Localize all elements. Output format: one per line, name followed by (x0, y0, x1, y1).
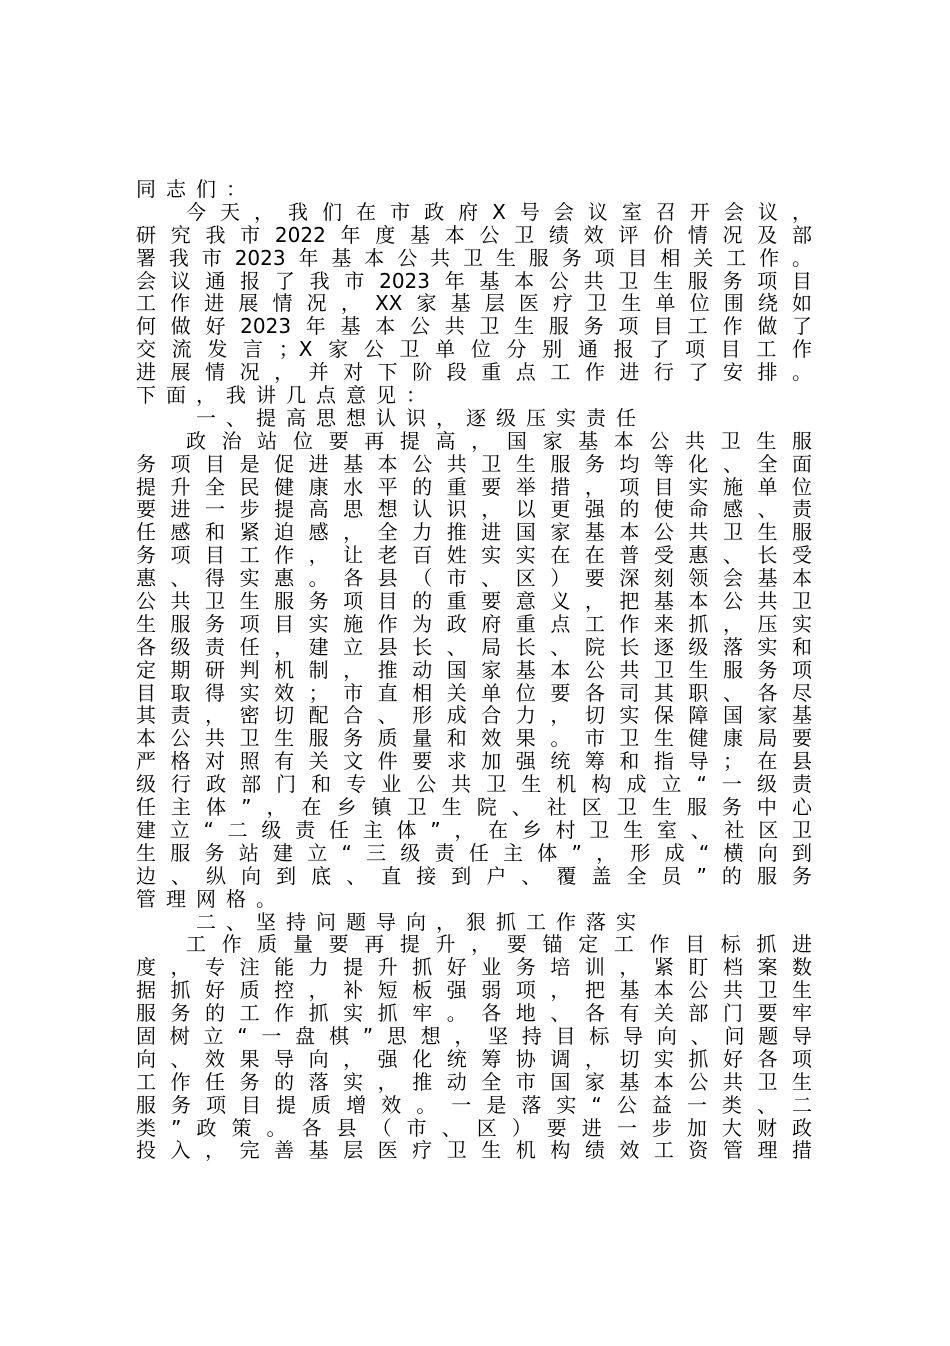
text-line: 严格对照有关文件要求加强统筹和指导；在县 (136, 750, 812, 774)
text-line: 任主体”，在乡镇卫生院、社区卫生服务中心 (136, 796, 812, 819)
text-line: 向、效果导向，强化统筹协调，切实抓好各项 (136, 1047, 812, 1071)
document-body (136, 178, 812, 1162)
text-line: 研究我市2022年度基本公卫绩效评价情况及部 (136, 223, 812, 247)
text-line: 管理网格。 (136, 887, 286, 911)
text-line: 类”政策。各县（市、区）要进一步加大财政 (136, 1116, 812, 1140)
text-line: 据抓好质控，补短板强弱项，把基本公共卫生 (136, 979, 812, 1003)
text-line: 投入，完善基层医疗卫生机构绩效工资管理措 (136, 1139, 812, 1163)
text-line: 固树立“一盘棋”思想，坚持目标导向、问题导 (136, 1024, 812, 1048)
text-line: 服务项目提质增效。一是落实“公益一类、二 (136, 1093, 812, 1117)
text-line: 政治站位要再提高，国家基本公共卫生服 (186, 429, 812, 453)
text-line: 进展情况，并对下阶段重点工作进行了安排。 (136, 361, 812, 385)
text-line: 服务的工作抓实抓牢。各地、各有关部门要牢 (136, 1002, 812, 1025)
text-line: 本公共卫生服务质量和效果。市卫生健康局要 (136, 727, 812, 751)
text-line: 要进一步提高思想认识，以更强的使命感、责 (136, 498, 812, 522)
text-line: 何做好2023年基本公共卫生服务项目工作做了 (136, 315, 812, 339)
text-line: 署我市2023年基本公共卫生服务项目相关工作。 (136, 246, 812, 270)
text-line: 交流发言；X家公卫单位分别通报了项目工作 (136, 338, 812, 362)
text-line: 边、纵向到底、直接到户、覆盖全员”的服务 (136, 864, 812, 888)
section-heading-1: 一、提高思想认识，逐级压实责任 (196, 406, 646, 430)
text-line: 级行政部门和专业公共卫生机构成立“一级责 (136, 773, 812, 797)
text-line: 定期研判机制，推动国家基本公共卫生服务项 (136, 658, 812, 682)
text-line: 会议通报了我市2023年基本公共卫生服务项目 (136, 269, 812, 293)
section-heading-2: 二、坚持问题导向，狠抓工作落实 (196, 910, 646, 934)
text-line: 建立“二级责任主体”，在乡村卫生室、社区卫 (136, 818, 812, 842)
text-line: 惠、得实惠。各县（市、区）要深刻领会基本 (136, 567, 812, 591)
text-line: 生服务项目实施作为政府重点工作来抓，压实 (136, 612, 812, 636)
text-line: 今天，我们在市政府X号会议室召开会议， (186, 200, 812, 224)
text-line: 生服务站建立“三级责任主体”，形成“横向到 (136, 841, 812, 865)
text-line: 提升全民健康水平的重要举措，项目实施单位 (136, 475, 812, 499)
text-line: 工作质量要再提升，要锚定工作目标抓进 (186, 933, 812, 957)
text-line: 各级责任，建立县长、局长、院长逐级落实和 (136, 635, 812, 659)
text-line: 目取得实效；市直相关单位要各司其职、各尽 (136, 681, 812, 705)
text-line: 任感和紧迫感，全力推进国家基本公共卫生服 (136, 521, 812, 545)
text-line: 工作进展情况，XX家基层医疗卫生单位围绕如 (136, 292, 812, 316)
text-line: 公共卫生服务项目的重要意义，把基本公共卫 (136, 590, 812, 613)
text-line: 工作任务的落实，推动全市国家基本公共卫生 (136, 1070, 812, 1094)
text-line: 务项目工作，让老百姓实实在在普受惠、长受 (136, 544, 812, 568)
text-line: 度，专注能力提升抓好业务培训，紧盯档案数 (136, 956, 812, 980)
salutation: 同志们： (136, 178, 256, 201)
text-line: 其责，密切配合、形成合力，切实保障国家基 (136, 704, 812, 728)
text-line: 下面，我讲几点意见： (136, 384, 436, 407)
text-line: 务项目是促进基本公共卫生服务均等化、全面 (136, 452, 812, 476)
